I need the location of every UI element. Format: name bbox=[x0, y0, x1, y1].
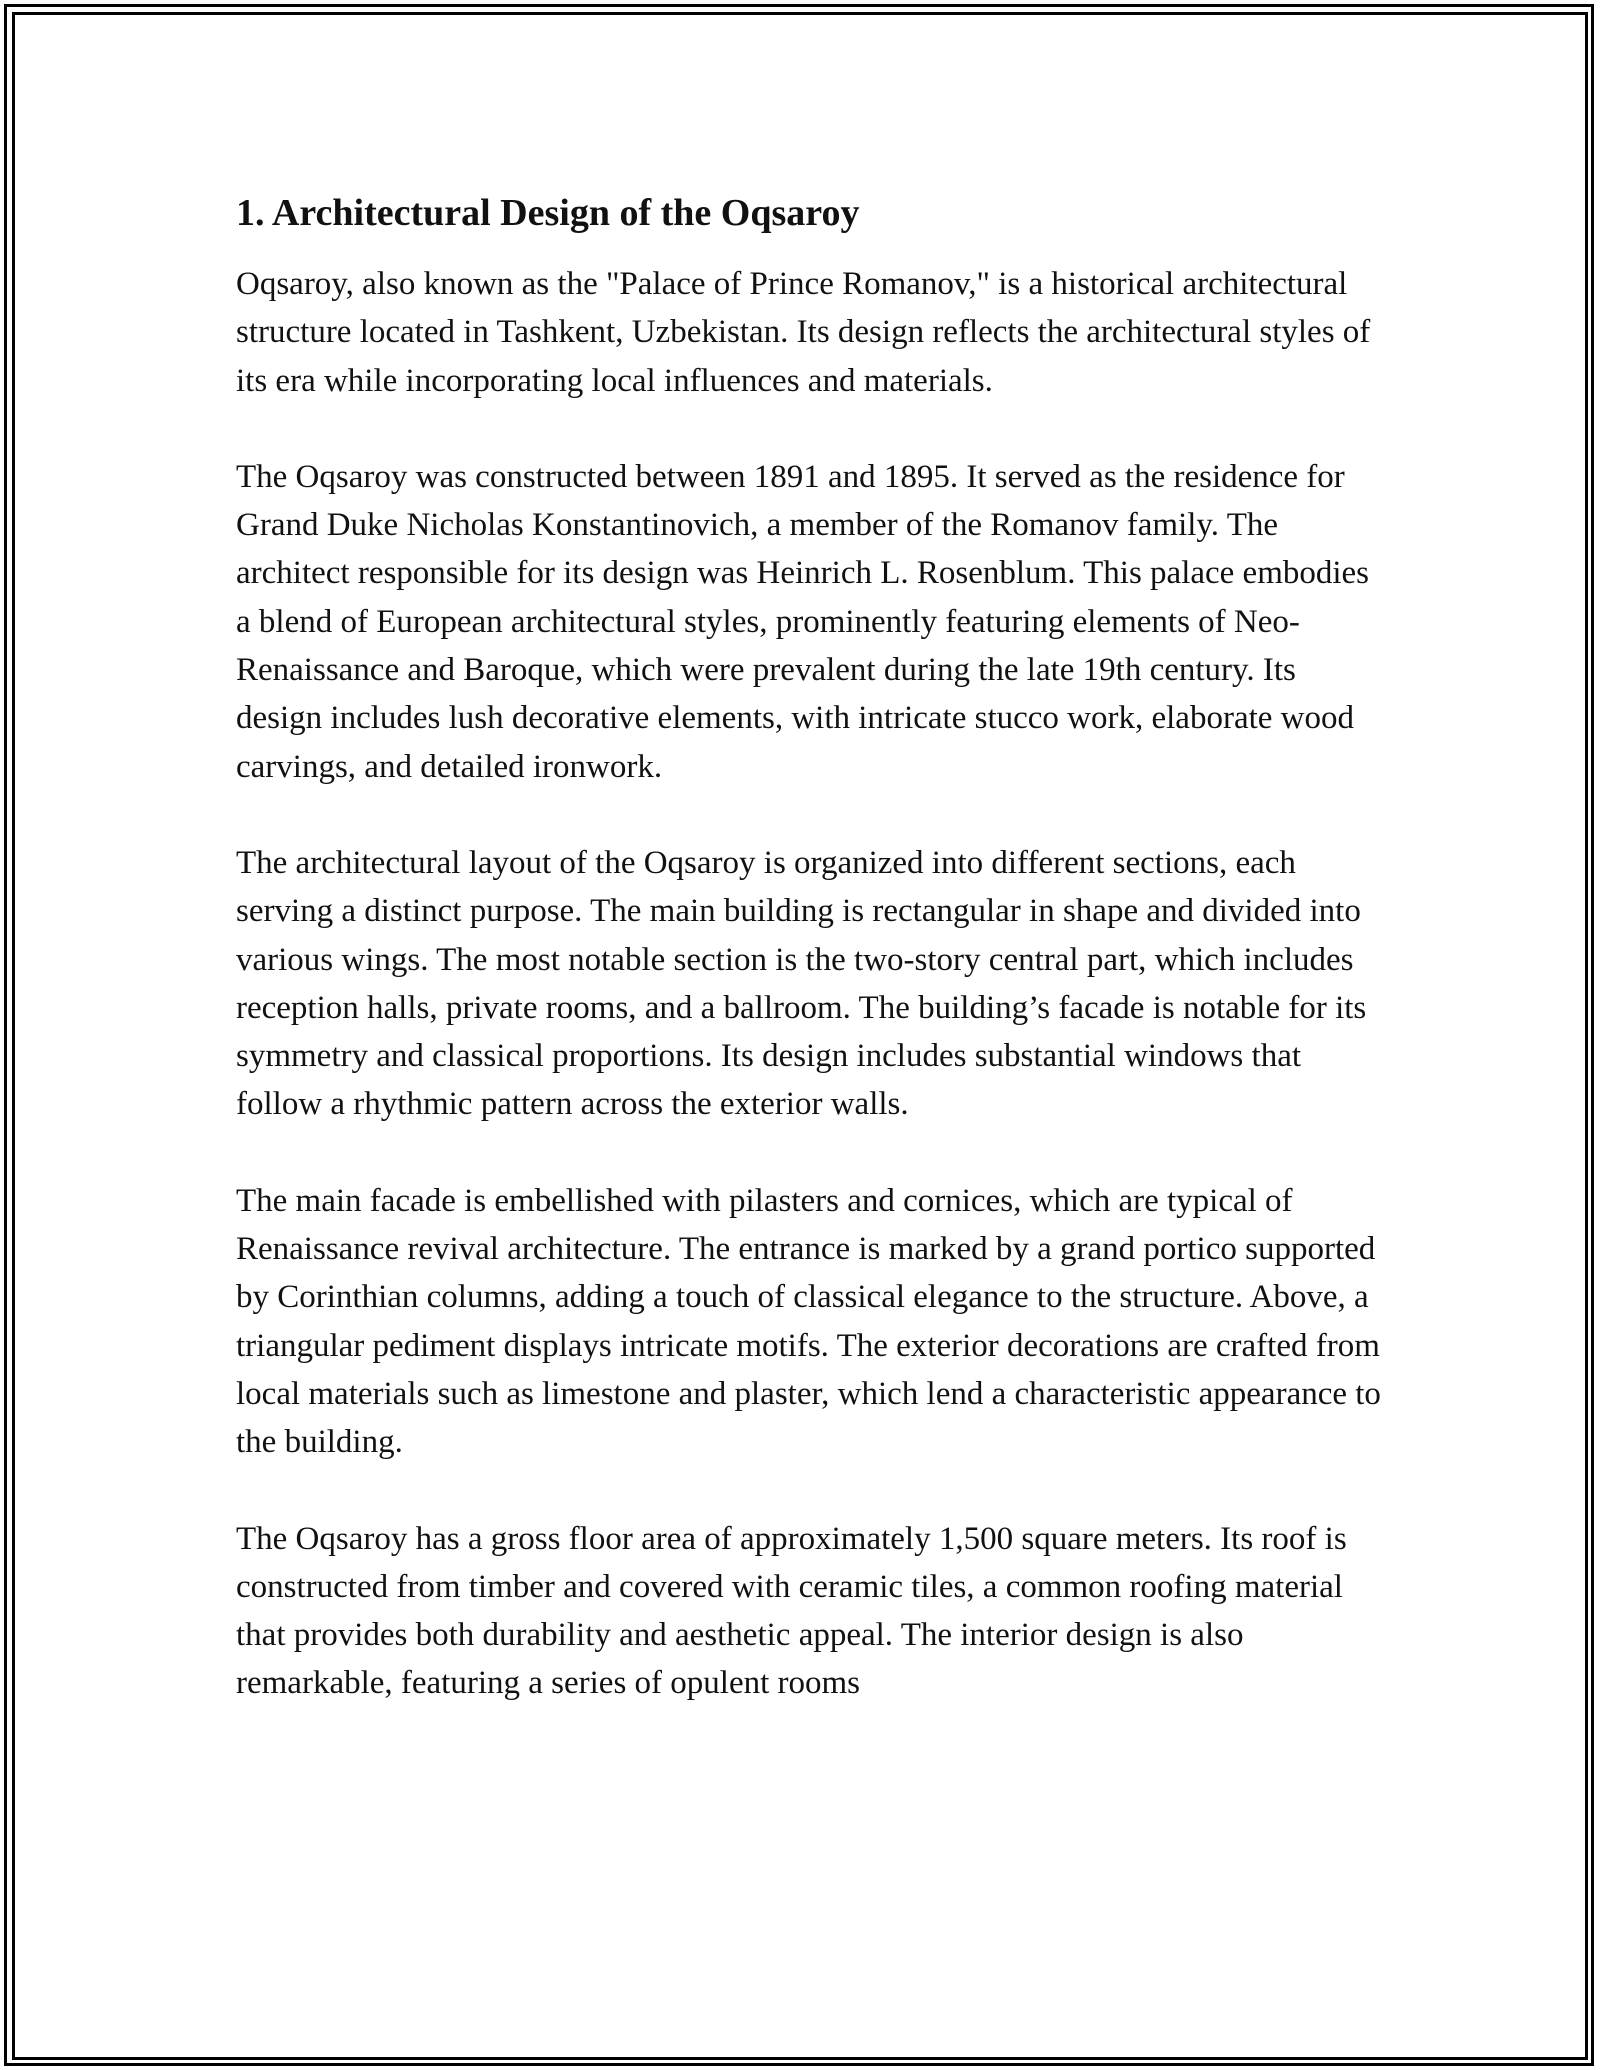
paragraph-facade: The main facade is embellished with pilasters and cornices, which are typical of Renaissance revival architecture. The entrance is marked by a grand portico supported by Corinthian columns, adding a touch of classical elegance to the structure. Above, a triangular pediment displays intricate motifs. The exterior decorations are crafted from local materials such as limestone and plaster, which lend a characteristic appearance to the building. bbox=[236, 1182, 1381, 1461]
document-body bbox=[236, 186, 1386, 1708]
paragraph-history: The Oqsaroy was constructed between 1891 and 1895. It served as the residence for Grand Duke Nicholas Konstantinovich, a member of the Romanov family. The architect responsible for its design was Heinrich L. Rosenblum. This palace embodies a blend of European architectural styles, prominently featuring elements of Neo-Renaissance and Baroque, which were prevalent during the late 19th century. Its design includes lush decorative elements, with intricate stucco work, elaborate wood carvings, and detailed ironwork. bbox=[236, 458, 1370, 785]
paragraph-floor-area: The Oqsaroy has a gross floor area of approximately 1,500 square meters. Its roof is constructed from timber and covered with ceramic tiles, a common roofing material that provides both durability and aesthetic appeal. The interior design is also remarkable, featuring a series of opulent rooms bbox=[236, 1520, 1347, 1702]
paragraph-intro: Oqsaroy, also known as the "Palace of Prince Romanov," is a historical architectural structure located in Tashkent, Uzbekistan. Its design reflects the architectural styles of its era while incorporating local influences and materials. bbox=[236, 266, 1371, 399]
paragraph-layout: The architectural layout of the Oqsaroy is organized into different sections, each serving a distinct purpose. The main building is rectangular in shape and divided into various wings. The most notable section is the two-story central part, which includes reception halls, private rooms, and a ballroom. The building’s facade is notable for its symmetry and classical proportions. Its design includes substantial windows that follow a rhythmic pattern across the exterior walls. bbox=[236, 844, 1367, 1123]
section-heading: 1. Architectural Design of the Oqsaroy bbox=[236, 192, 860, 234]
